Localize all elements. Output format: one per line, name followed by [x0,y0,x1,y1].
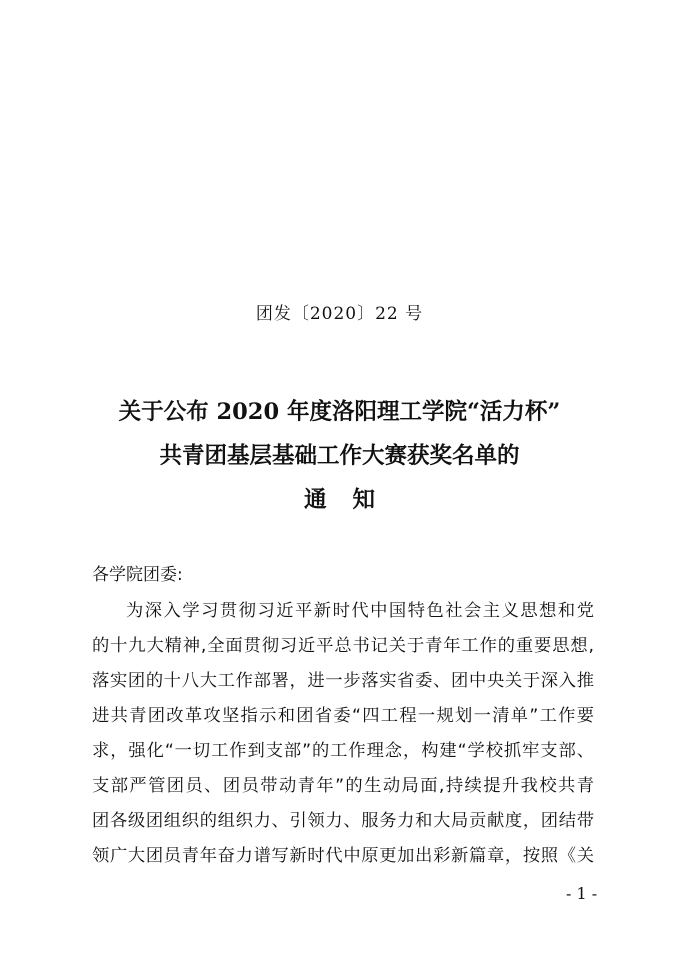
body-line: 为深入学习贯彻习近平新时代中国特色社会主义思想和党 [126,601,594,621]
page-number: - 1 - [566,884,598,903]
body-line: 求，强化“一切工作到支部”的工作理念，构建“学校抓牢支部、 [92,741,594,761]
document-title-line-1: 关于公布 2020 年度洛阳理工学院“活力杯” [118,399,561,425]
title-char-tong: 通 [303,487,327,513]
title-char-zhi: 知 [352,487,376,513]
body-line: 领广大团员青年奋力谱写新时代中原更加出彩新篇章，按照《关 [92,846,594,866]
body-line: 的十九大精神,全面贯彻习近平总书记关于青年工作的重要思想, [92,636,594,656]
body-line: 落实团的十八大工作部署，进一步落实省委、团中央关于深入推 [92,671,594,691]
body-line: 支部严管团员、团员带动青年”的生动局面,持续提升我校共青 [92,776,594,796]
salutation: 各学院团委: [92,565,183,585]
document-title-line-3 [0,485,679,515]
document-number: 团发〔2020〕22 号 [255,304,424,324]
body-line: 团各级团组织的组织力、引领力、服务力和大局贡献度，团结带 [92,811,594,831]
document-title-line-2: 共青团基层基础工作大赛获奖名单的 [159,443,520,469]
body-line: 进共青团改革攻坚指示和团省委“四工程一规划一清单”工作要 [92,706,594,726]
